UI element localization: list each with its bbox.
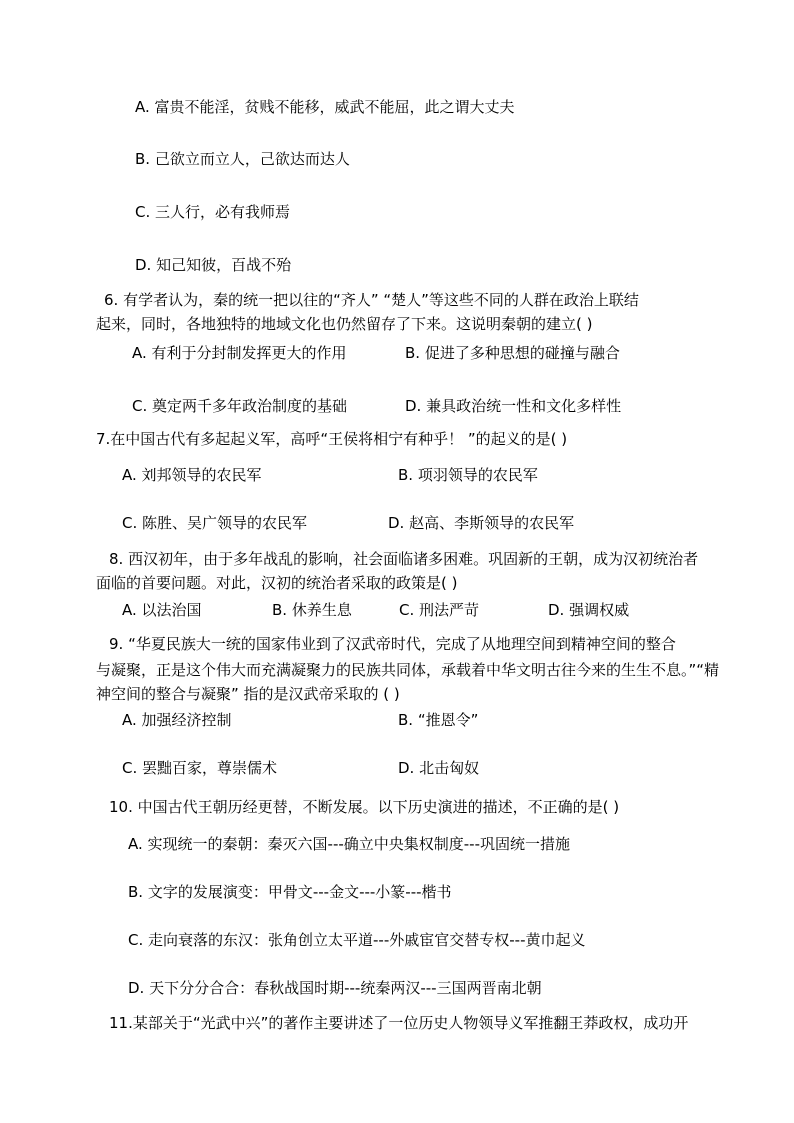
q8-stem-line2: 面临的首要问题。对此，汉初的统治者采取的政策是( ) xyxy=(96,574,458,592)
q8-option-b: B. 休养生息 xyxy=(272,601,352,619)
q6-option-a: A. 有利于分封制发挥更大的作用 xyxy=(132,344,347,362)
q9-option-c: C. 罢黜百家，尊崇儒术 xyxy=(122,759,278,777)
q10-option-c: C. 走向衰落的东汉：张角创立太平道---外戚宦官交替专权---黄巾起义 xyxy=(128,931,586,949)
q7-option-c: C. 陈胜、吴广领导的农民军 xyxy=(122,514,308,532)
q6-stem-line1: 6. 有学者认为，秦的统一把以往的“齐人” “楚人”等这些不同的人群在政治上联结 xyxy=(104,291,639,309)
q10-option-b: B. 文字的发展演变：甲骨文---金文---小篆---楷书 xyxy=(128,883,452,901)
q7-option-d: D. 赵高、李斯领导的农民军 xyxy=(388,514,575,532)
q10-stem: 10. 中国古代王朝历经更替，不断发展。以下历史演进的描述，不正确的是( ) xyxy=(109,798,620,816)
q9-option-d: D. 北击匈奴 xyxy=(398,759,480,777)
q9-stem-line1: 9. “华夏民族大一统的国家伟业到了汉武帝时代，完成了从地理空间到精神空间的整合 xyxy=(109,635,676,653)
q6-stem-line2: 起来，同时，各地独特的地域文化也仍然留存了下来。这说明秦朝的建立( ) xyxy=(96,315,593,333)
q8-option-a: A. 以法治国 xyxy=(122,601,202,619)
q6-option-c: C. 奠定两千多年政治制度的基础 xyxy=(132,397,348,415)
q9-option-a: A. 加强经济控制 xyxy=(122,711,232,729)
q5-option-b: B. 己欲立而立人，己欲达而达人 xyxy=(135,150,350,168)
q8-option-c: C. 刑法严苛 xyxy=(399,601,480,619)
q7-option-a: A. 刘邦领导的农民军 xyxy=(122,466,262,484)
q7-option-b: B. 项羽领导的农民军 xyxy=(398,466,538,484)
q11-stem-line1: 11.某部关于“光武中兴”的著作主要讲述了一位历史人物领导义军推翻王莽政权，成功开 xyxy=(109,1014,689,1032)
q9-stem-line3: 神空间的整合与凝聚” 指的是汉武帝采取的 ( ) xyxy=(96,685,400,703)
q9-stem-line2: 与凝聚，正是这个伟大而充满凝聚力的民族共同体，承载着中华文明古往今来的生生不息。”“精 xyxy=(96,661,720,679)
q8-stem-line1: 8. 西汉初年，由于多年战乱的影响，社会面临诸多困难。巩固新的王朝，成为汉初统治者 xyxy=(109,550,699,568)
q8-option-d: D. 强调权威 xyxy=(548,601,630,619)
q5-option-c: C. 三人行，必有我师焉 xyxy=(135,203,291,221)
q5-option-a: A. 富贵不能淫，贫贱不能移，威武不能屈，此之谓大丈夫 xyxy=(135,98,515,116)
q6-option-b: B. 促进了多种思想的碰撞与融合 xyxy=(405,344,620,362)
q5-option-d: D. 知己知彼，百战不殆 xyxy=(135,256,292,274)
q7-stem: 7.在中国古代有多起起义军，高呼“王侯将相宁有种乎！ ”的起义的是( ) xyxy=(96,430,568,448)
q9-option-b: B. “推恩令” xyxy=(398,711,479,729)
q10-option-d: D. 天下分分合合：春秋战国时期---统秦两汉---三国两晋南北朝 xyxy=(128,979,542,997)
q6-option-d: D. 兼具政治统一性和文化多样性 xyxy=(405,397,622,415)
q10-option-a: A. 实现统一的秦朝：秦灭六国---确立中央集权制度---巩固统一措施 xyxy=(128,835,571,853)
